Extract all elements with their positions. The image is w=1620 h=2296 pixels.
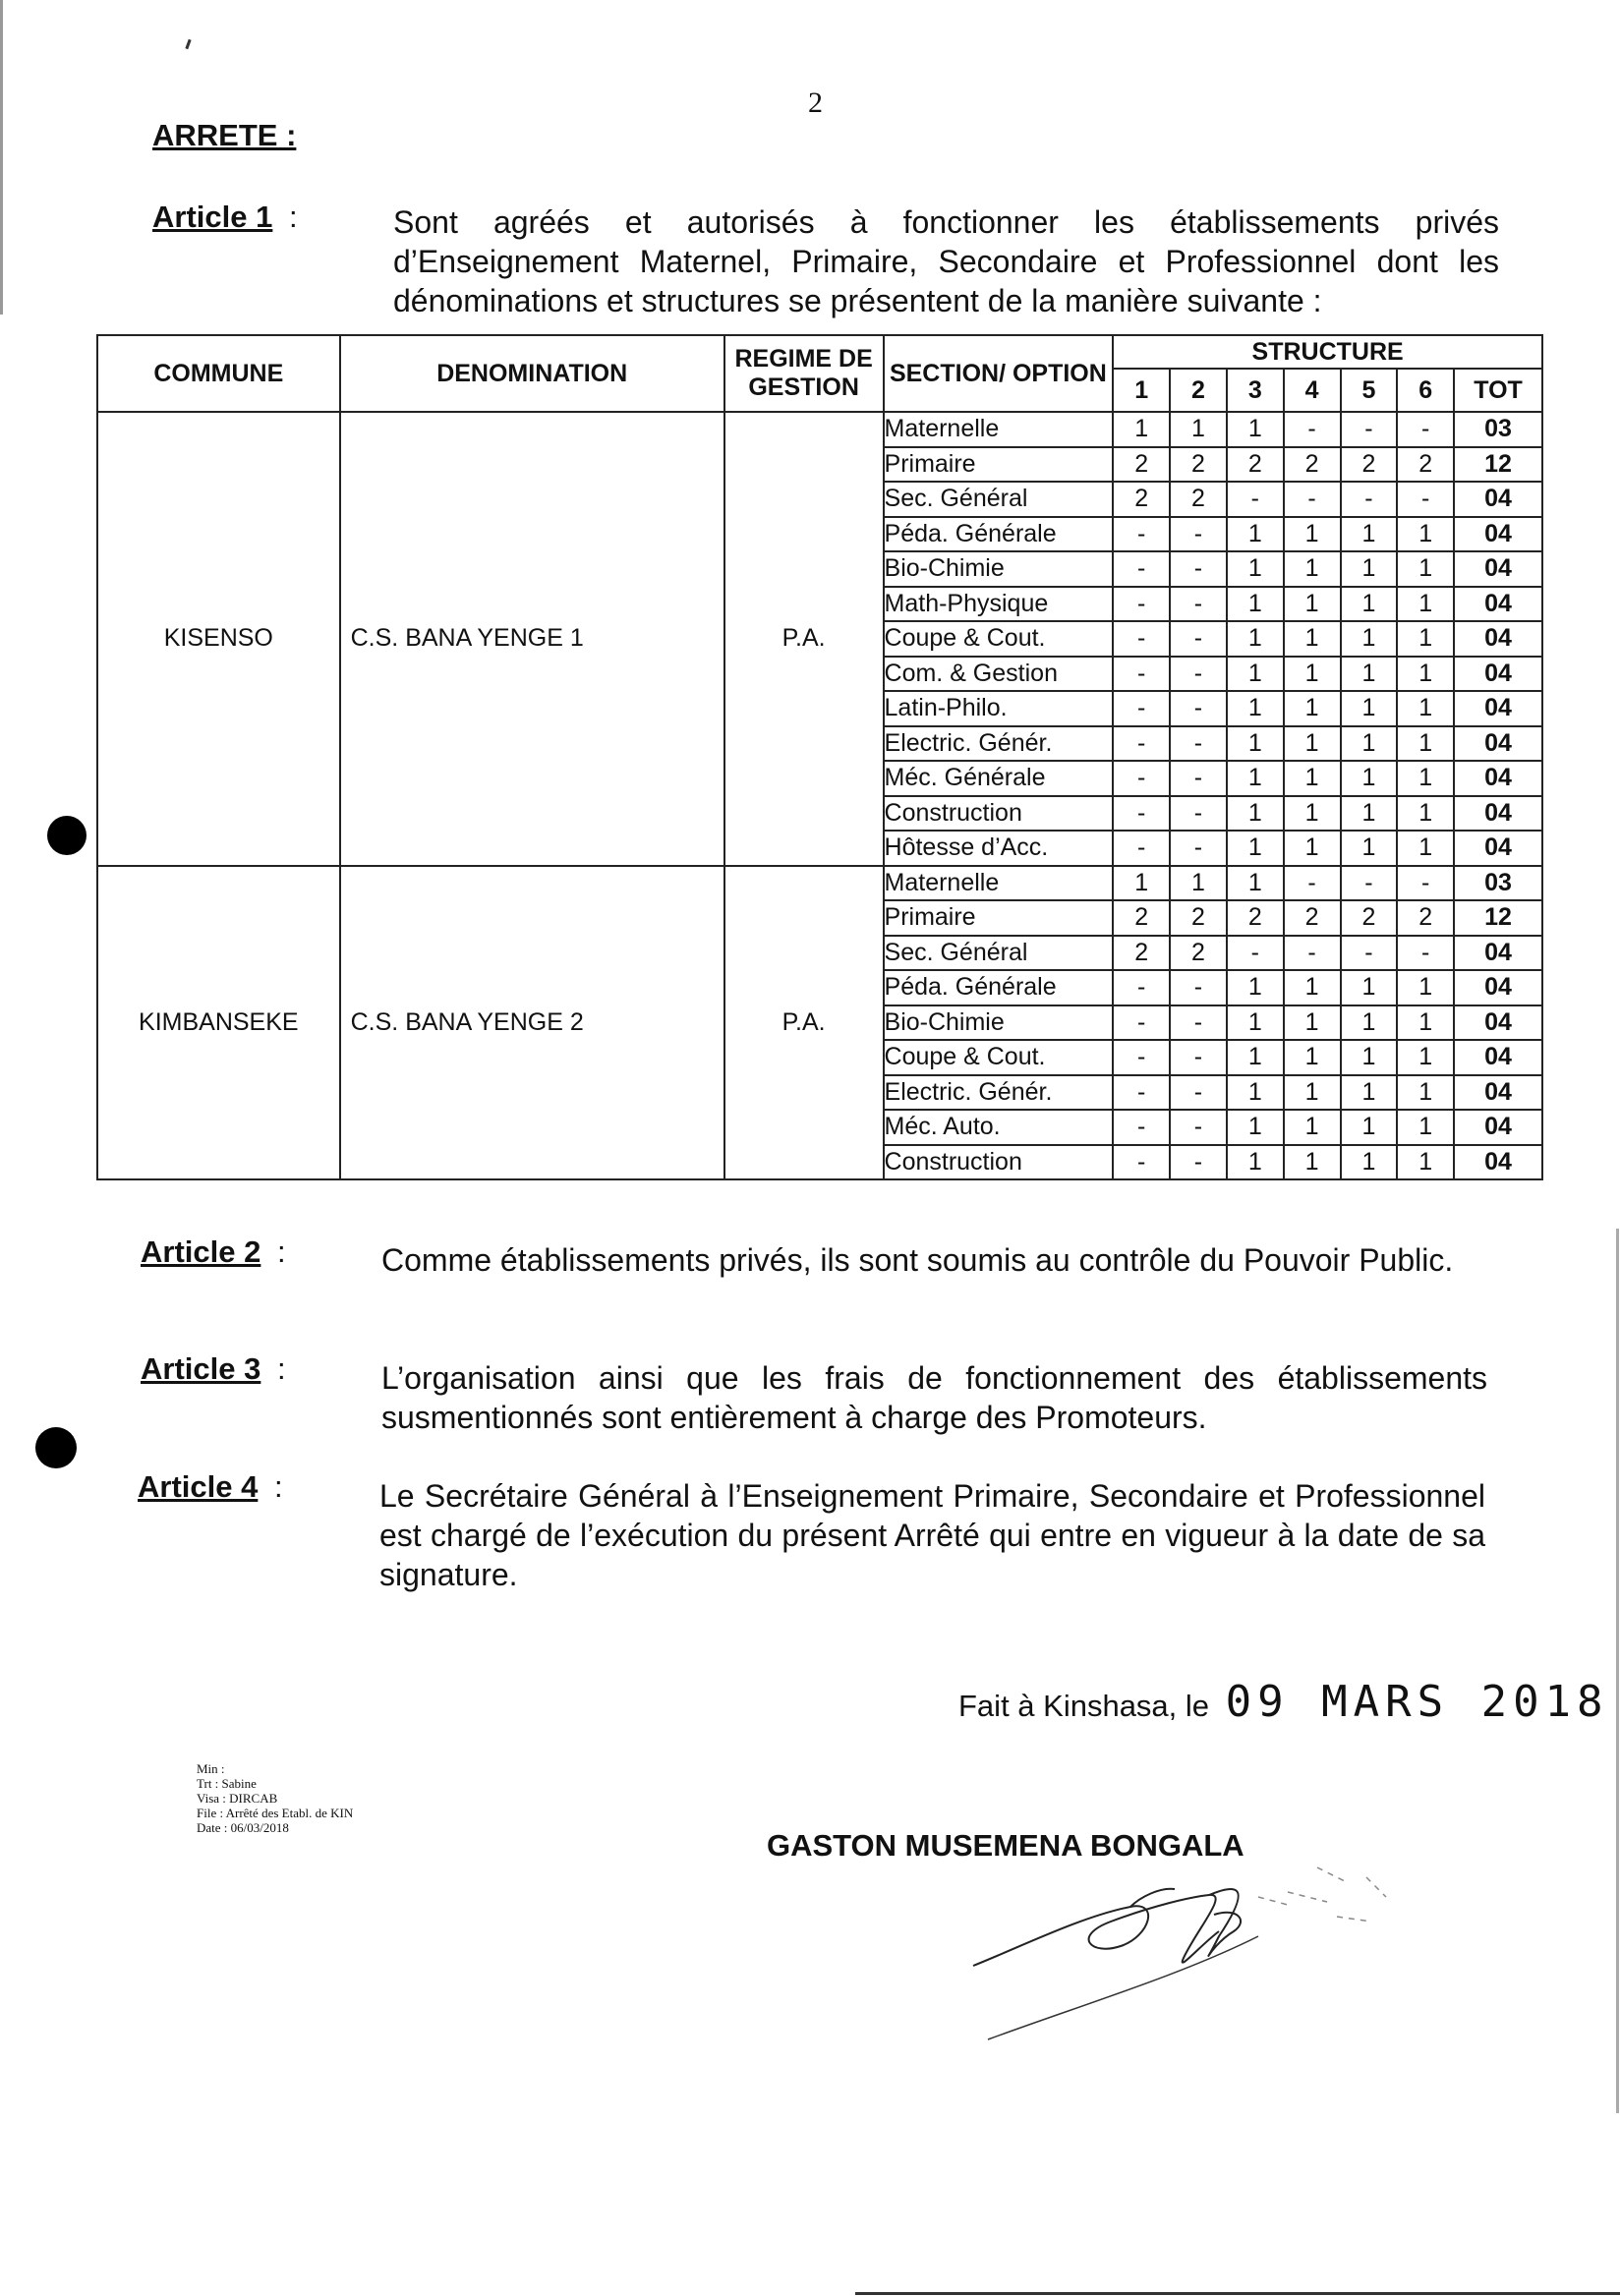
reference-line: Visa : DIRCAB <box>197 1791 278 1806</box>
cell-total: 04 <box>1454 970 1542 1005</box>
cell-total: 04 <box>1454 1005 1542 1041</box>
cell-year-3: 1 <box>1227 866 1284 901</box>
cell-year-4: 1 <box>1284 587 1341 622</box>
cell-year-4: - <box>1284 412 1341 447</box>
cell-year-3: 1 <box>1227 587 1284 622</box>
cell-year-5: 1 <box>1341 621 1398 657</box>
header-col-2: 2 <box>1170 369 1227 412</box>
reference-line: Min : <box>197 1761 225 1776</box>
cell-year-3: 1 <box>1227 1145 1284 1180</box>
article-4-text: Le Secrétaire Général à l’Enseignement Primaire, Secondaire et Professionnel est chargé de l’exécution du présent Arrêté qui entre en vigueur à la date de sa signature. <box>379 1478 1485 1592</box>
article-1-text: Sont agréés et autorisés à fonctionner les établissements privés d’Enseignement Maternel, Primaire, Secondaire et Professionnel dont les dénominations et structures se présentent de la manière suivante : <box>393 204 1499 318</box>
cell-year-6: 1 <box>1397 621 1454 657</box>
cell-section: Latin-Philo. <box>884 691 1114 726</box>
cell-year-4: 1 <box>1284 970 1341 1005</box>
header-col-6: 6 <box>1397 369 1454 412</box>
cell-year-1: - <box>1113 621 1170 657</box>
cell-year-1: 2 <box>1113 900 1170 936</box>
cell-year-3: 1 <box>1227 831 1284 866</box>
cell-year-1: 2 <box>1113 482 1170 517</box>
cell-year-2: 1 <box>1170 412 1227 447</box>
cell-year-2: 2 <box>1170 482 1227 517</box>
cell-year-5: 1 <box>1341 796 1398 832</box>
reference-block <box>197 1761 353 1835</box>
cell-section: Méc. Auto. <box>884 1110 1114 1145</box>
cell-regime: P.A. <box>724 866 884 1180</box>
punch-hole <box>35 1427 77 1468</box>
cell-year-2: 2 <box>1170 900 1227 936</box>
article-4-label-text: Article 4 <box>138 1469 259 1504</box>
header-col-1: 1 <box>1113 369 1170 412</box>
cell-year-2: - <box>1170 1145 1227 1180</box>
cell-commune: KIMBANSEKE <box>97 866 340 1180</box>
cell-section: Bio-Chimie <box>884 1005 1114 1041</box>
table-row <box>97 866 1542 901</box>
article-2-label-text: Article 2 <box>141 1234 261 1269</box>
header-col-5: 5 <box>1341 369 1398 412</box>
heading-arrete: ARRETE : <box>152 118 297 152</box>
cell-year-6: 1 <box>1397 970 1454 1005</box>
cell-year-1: - <box>1113 726 1170 762</box>
cell-section: Péda. Générale <box>884 517 1114 552</box>
cell-regime: P.A. <box>724 412 884 866</box>
reference-line: File : Arrêté des Etabl. de KIN <box>197 1806 354 1820</box>
article-4-colon: : <box>273 1469 283 1504</box>
cell-year-3: 1 <box>1227 621 1284 657</box>
cell-total: 04 <box>1454 657 1542 692</box>
cell-year-1: - <box>1113 1040 1170 1075</box>
cell-year-2: - <box>1170 726 1227 762</box>
cell-year-1: - <box>1113 1005 1170 1041</box>
page-number: 2 <box>808 86 823 119</box>
cell-year-1: - <box>1113 587 1170 622</box>
header-section: SECTION/ OPTION <box>884 335 1114 412</box>
cell-year-1: - <box>1113 796 1170 832</box>
scan-edge-line <box>0 0 3 315</box>
cell-year-2: 2 <box>1170 447 1227 483</box>
cell-year-5: 1 <box>1341 1075 1398 1111</box>
reference-line: Date : 06/03/2018 <box>197 1820 289 1835</box>
scan-bottom-line <box>855 2292 1620 2295</box>
cell-year-5: 1 <box>1341 761 1398 796</box>
cell-section: Hôtesse d’Acc. <box>884 831 1114 866</box>
article-1-colon: : <box>288 200 298 234</box>
cell-total: 04 <box>1454 551 1542 587</box>
cell-section: Maternelle <box>884 412 1114 447</box>
cell-year-3: 1 <box>1227 517 1284 552</box>
cell-total: 03 <box>1454 866 1542 901</box>
cell-year-6: - <box>1397 866 1454 901</box>
cell-section: Construction <box>884 1145 1114 1180</box>
article-3-text: L’organisation ainsi que les frais de fonctionnement des établissements susmentionnés sont entièrement à charge des Promoteurs. <box>381 1360 1487 1435</box>
cell-year-4: - <box>1284 936 1341 971</box>
cell-year-3: 2 <box>1227 900 1284 936</box>
date-stamp: 09 MARS 2018 <box>1225 1677 1609 1727</box>
cell-year-4: - <box>1284 482 1341 517</box>
cell-year-2: - <box>1170 517 1227 552</box>
cell-year-2: - <box>1170 1110 1227 1145</box>
cell-year-3: - <box>1227 936 1284 971</box>
cell-year-4: 1 <box>1284 831 1341 866</box>
cell-year-4: 1 <box>1284 551 1341 587</box>
cell-year-6: 1 <box>1397 1040 1454 1075</box>
cell-year-1: 1 <box>1113 412 1170 447</box>
cell-year-1: - <box>1113 551 1170 587</box>
cell-section: Primaire <box>884 900 1114 936</box>
cell-year-5: 1 <box>1341 1040 1398 1075</box>
cell-section: Coupe & Cout. <box>884 621 1114 657</box>
cell-year-4: 1 <box>1284 761 1341 796</box>
cell-section: Electric. Génér. <box>884 1075 1114 1111</box>
header-structure: STRUCTURE <box>1113 335 1542 369</box>
cell-total: 04 <box>1454 691 1542 726</box>
cell-year-4: 1 <box>1284 1075 1341 1111</box>
cell-year-3: 1 <box>1227 796 1284 832</box>
cell-year-2: - <box>1170 761 1227 796</box>
article-2-label <box>141 1234 286 1270</box>
cell-year-6: 1 <box>1397 761 1454 796</box>
cell-denomination: C.S. BANA YENGE 1 <box>340 412 724 866</box>
cell-year-5: 1 <box>1341 970 1398 1005</box>
cell-year-2: - <box>1170 691 1227 726</box>
place-date-prefix: Fait à Kinshasa, le <box>958 1689 1210 1723</box>
place-date <box>958 1677 1609 1727</box>
cell-year-2: - <box>1170 970 1227 1005</box>
header-denomination: DENOMINATION <box>340 335 724 412</box>
cell-section: Maternelle <box>884 866 1114 901</box>
structure-table <box>96 334 1543 1180</box>
cell-year-4: 2 <box>1284 447 1341 483</box>
cell-total: 04 <box>1454 1075 1542 1111</box>
article-4-label <box>138 1469 283 1505</box>
cell-year-6: 1 <box>1397 726 1454 762</box>
cell-year-6: 1 <box>1397 1005 1454 1041</box>
cell-year-6: 1 <box>1397 517 1454 552</box>
cell-year-3: 1 <box>1227 551 1284 587</box>
cell-year-2: 2 <box>1170 936 1227 971</box>
cell-year-5: 1 <box>1341 726 1398 762</box>
cell-year-1: - <box>1113 1075 1170 1111</box>
cell-year-5: - <box>1341 412 1398 447</box>
cell-year-3: 1 <box>1227 726 1284 762</box>
cell-year-3: 1 <box>1227 1110 1284 1145</box>
cell-year-6: 1 <box>1397 1145 1454 1180</box>
cell-total: 04 <box>1454 936 1542 971</box>
cell-total: 03 <box>1454 412 1542 447</box>
cell-section: Primaire <box>884 447 1114 483</box>
cell-section: Sec. Général <box>884 936 1114 971</box>
cell-total: 12 <box>1454 447 1542 483</box>
article-3-label-text: Article 3 <box>141 1351 261 1386</box>
cell-year-4: 1 <box>1284 1110 1341 1145</box>
cell-year-5: 1 <box>1341 1005 1398 1041</box>
cell-year-6: 1 <box>1397 1110 1454 1145</box>
cell-year-6: 2 <box>1397 900 1454 936</box>
cell-year-1: - <box>1113 657 1170 692</box>
cell-year-6: 1 <box>1397 691 1454 726</box>
cell-year-1: - <box>1113 970 1170 1005</box>
header-col-4: 4 <box>1284 369 1341 412</box>
table-row <box>97 412 1542 447</box>
cell-section: Péda. Générale <box>884 970 1114 1005</box>
cell-total: 04 <box>1454 726 1542 762</box>
cell-commune: KISENSO <box>97 412 340 866</box>
cell-year-2: - <box>1170 1075 1227 1111</box>
cell-year-6: 1 <box>1397 831 1454 866</box>
cell-year-2: - <box>1170 796 1227 832</box>
header-col-3: 3 <box>1227 369 1284 412</box>
cell-total: 04 <box>1454 1145 1542 1180</box>
cell-year-5: 1 <box>1341 1110 1398 1145</box>
cell-year-4: 1 <box>1284 726 1341 762</box>
cell-total: 04 <box>1454 517 1542 552</box>
cell-section: Electric. Génér. <box>884 726 1114 762</box>
scan-edge-line-right <box>1616 1229 1619 2113</box>
cell-year-3: 1 <box>1227 1040 1284 1075</box>
cell-year-2: - <box>1170 1005 1227 1041</box>
cell-year-6: 2 <box>1397 447 1454 483</box>
cell-total: 04 <box>1454 761 1542 796</box>
cell-year-3: 2 <box>1227 447 1284 483</box>
cell-year-5: 1 <box>1341 691 1398 726</box>
cell-year-4: 1 <box>1284 691 1341 726</box>
cell-year-2: - <box>1170 551 1227 587</box>
cell-section: Construction <box>884 796 1114 832</box>
cell-year-5: - <box>1341 482 1398 517</box>
cell-year-6: 1 <box>1397 657 1454 692</box>
header-commune: COMMUNE <box>97 335 340 412</box>
cell-year-5: 2 <box>1341 900 1398 936</box>
cell-year-1: - <box>1113 517 1170 552</box>
cell-year-3: - <box>1227 482 1284 517</box>
article-3-label <box>141 1351 286 1387</box>
cell-year-2: - <box>1170 831 1227 866</box>
cell-section: Com. & Gestion <box>884 657 1114 692</box>
article-2-colon: : <box>276 1234 286 1269</box>
cell-year-4: 1 <box>1284 1005 1341 1041</box>
cell-year-5: 1 <box>1341 831 1398 866</box>
handwritten-signature <box>963 1838 1425 2064</box>
cell-year-1: 1 <box>1113 866 1170 901</box>
scan-mark <box>185 39 191 49</box>
cell-section: Coupe & Cout. <box>884 1040 1114 1075</box>
cell-year-3: 1 <box>1227 1075 1284 1111</box>
article-1-label-text: Article 1 <box>152 200 273 234</box>
cell-section: Math-Physique <box>884 587 1114 622</box>
cell-year-1: - <box>1113 1145 1170 1180</box>
cell-section: Bio-Chimie <box>884 551 1114 587</box>
cell-year-3: 1 <box>1227 1005 1284 1041</box>
reference-line: Trt : Sabine <box>197 1776 257 1791</box>
cell-year-1: - <box>1113 691 1170 726</box>
cell-year-5: 1 <box>1341 657 1398 692</box>
cell-year-5: 2 <box>1341 447 1398 483</box>
cell-year-1: 2 <box>1113 447 1170 483</box>
cell-year-4: 2 <box>1284 900 1341 936</box>
article-3-colon: : <box>276 1351 286 1386</box>
cell-year-4: 1 <box>1284 1040 1341 1075</box>
cell-year-5: 1 <box>1341 517 1398 552</box>
cell-year-4: 1 <box>1284 517 1341 552</box>
cell-year-1: - <box>1113 761 1170 796</box>
cell-year-1: - <box>1113 831 1170 866</box>
cell-year-4: 1 <box>1284 1145 1341 1180</box>
cell-year-3: 1 <box>1227 657 1284 692</box>
cell-section: Méc. Générale <box>884 761 1114 796</box>
cell-year-2: - <box>1170 621 1227 657</box>
cell-total: 04 <box>1454 482 1542 517</box>
cell-year-3: 1 <box>1227 970 1284 1005</box>
cell-total: 04 <box>1454 1110 1542 1145</box>
cell-year-4: 1 <box>1284 796 1341 832</box>
cell-year-6: 1 <box>1397 551 1454 587</box>
cell-year-6: 1 <box>1397 1075 1454 1111</box>
article-1-label <box>152 200 298 235</box>
cell-year-4: 1 <box>1284 621 1341 657</box>
punch-hole <box>47 816 87 855</box>
cell-year-4: - <box>1284 866 1341 901</box>
cell-year-6: - <box>1397 482 1454 517</box>
cell-year-1: - <box>1113 1110 1170 1145</box>
cell-year-2: - <box>1170 1040 1227 1075</box>
signatory-name: GASTON MUSEMENA BONGALA <box>767 1828 1244 1863</box>
cell-year-4: 1 <box>1284 657 1341 692</box>
cell-denomination: C.S. BANA YENGE 2 <box>340 866 724 1180</box>
cell-total: 12 <box>1454 900 1542 936</box>
cell-total: 04 <box>1454 1040 1542 1075</box>
cell-year-3: 1 <box>1227 412 1284 447</box>
cell-year-5: - <box>1341 936 1398 971</box>
cell-year-2: - <box>1170 587 1227 622</box>
article-2-text: Comme établissements privés, ils sont soumis au contrôle du Pouvoir Public. <box>381 1242 1454 1278</box>
cell-year-2: - <box>1170 657 1227 692</box>
cell-year-5: 1 <box>1341 587 1398 622</box>
cell-year-3: 1 <box>1227 691 1284 726</box>
cell-section: Sec. Général <box>884 482 1114 517</box>
cell-year-2: 1 <box>1170 866 1227 901</box>
cell-total: 04 <box>1454 831 1542 866</box>
cell-total: 04 <box>1454 621 1542 657</box>
cell-year-3: 1 <box>1227 761 1284 796</box>
cell-year-5: 1 <box>1341 1145 1398 1180</box>
cell-year-6: 1 <box>1397 796 1454 832</box>
header-col-tot: TOT <box>1454 369 1542 412</box>
cell-year-6: - <box>1397 936 1454 971</box>
cell-year-6: - <box>1397 412 1454 447</box>
cell-year-5: - <box>1341 866 1398 901</box>
header-regime: REGIME DE GESTION <box>724 335 884 412</box>
cell-year-5: 1 <box>1341 551 1398 587</box>
cell-year-1: 2 <box>1113 936 1170 971</box>
cell-total: 04 <box>1454 796 1542 832</box>
cell-year-6: 1 <box>1397 587 1454 622</box>
cell-total: 04 <box>1454 587 1542 622</box>
